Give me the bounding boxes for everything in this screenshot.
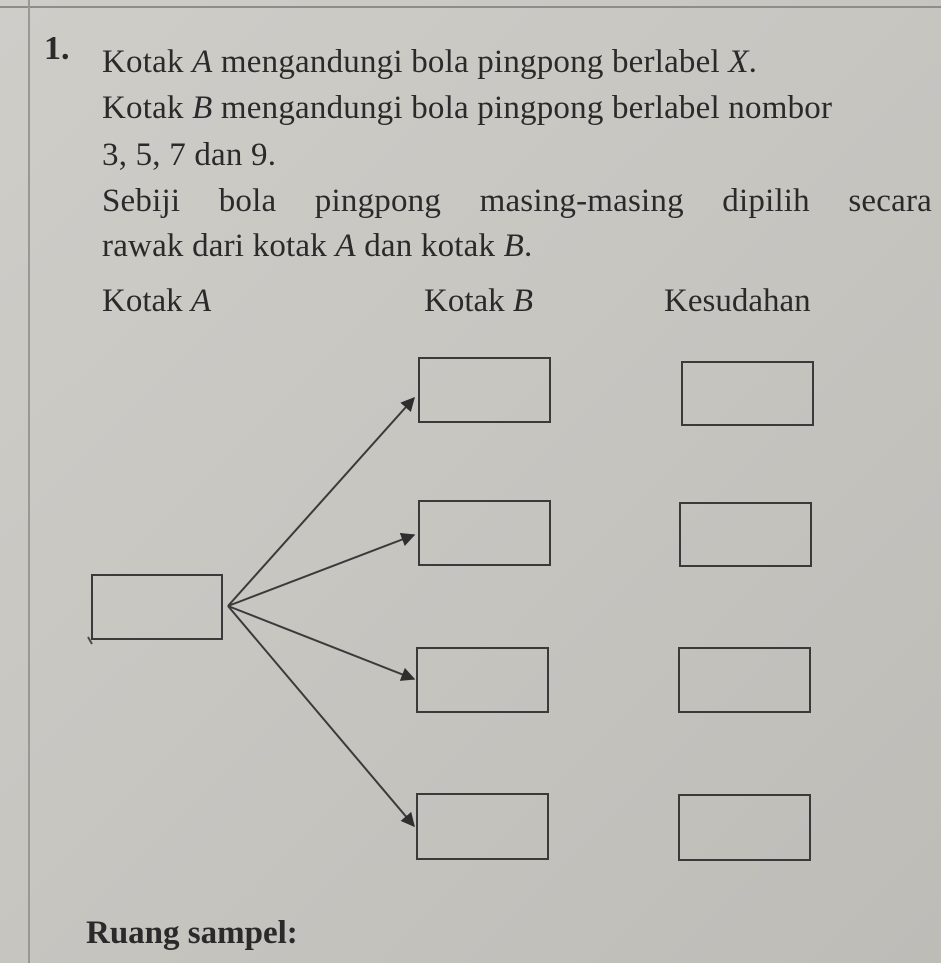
branch-arrow-3	[228, 606, 414, 679]
text-segment: Sebiji bola pingpong masing-masing dipilih secara	[102, 183, 932, 219]
answer-box-kotak-b-2[interactable]	[419, 501, 550, 565]
variable-b: B	[512, 283, 534, 319]
branch-arrow-4	[228, 606, 414, 826]
header-text: Kotak	[102, 283, 191, 319]
kesudahan-boxes	[679, 362, 813, 860]
question-number: 1.	[44, 30, 70, 67]
tree-branches	[228, 398, 414, 826]
variable-a: A	[190, 283, 212, 319]
kotak-b-boxes	[417, 358, 550, 859]
text-segment: dan kotak	[355, 228, 504, 264]
answer-box-kesudahan-3[interactable]	[679, 648, 810, 712]
variable-x: X	[728, 44, 749, 80]
header-text: Kotak	[424, 283, 513, 319]
column-header-kesudahan: Kesudahan	[664, 283, 811, 319]
variable-a: A	[335, 228, 356, 264]
variable-b: B	[503, 228, 525, 264]
answer-box-kotak-b-3[interactable]	[417, 648, 548, 712]
branch-arrow-1	[228, 398, 414, 606]
answer-box-kesudahan-1[interactable]	[682, 362, 813, 425]
branch-arrow-2	[228, 535, 414, 606]
variable-a: A	[192, 44, 213, 80]
answer-box-kotak-a[interactable]	[92, 575, 222, 639]
answer-box-kotak-b-4[interactable]	[417, 794, 548, 859]
text-segment: 3, 5, 7 dan 9.	[102, 137, 277, 173]
text-segment: mengandungi bola pingpong berlabel nombor	[212, 90, 833, 126]
variable-b: B	[192, 90, 213, 126]
sample-space-label: Ruang sampel:	[86, 915, 298, 951]
text-segment: .	[524, 228, 533, 264]
answer-box-kesudahan-2[interactable]	[680, 503, 811, 566]
text-segment: .	[748, 44, 758, 80]
answer-box-kesudahan-4[interactable]	[679, 795, 810, 860]
text-segment: rawak dari kotak	[102, 228, 336, 264]
answer-box-kotak-b-1[interactable]	[419, 358, 550, 422]
text-segment: mengandungi bola pingpong berlabel	[212, 44, 729, 80]
text-segment: Kotak	[102, 44, 193, 80]
text-segment: Kotak	[102, 90, 193, 126]
